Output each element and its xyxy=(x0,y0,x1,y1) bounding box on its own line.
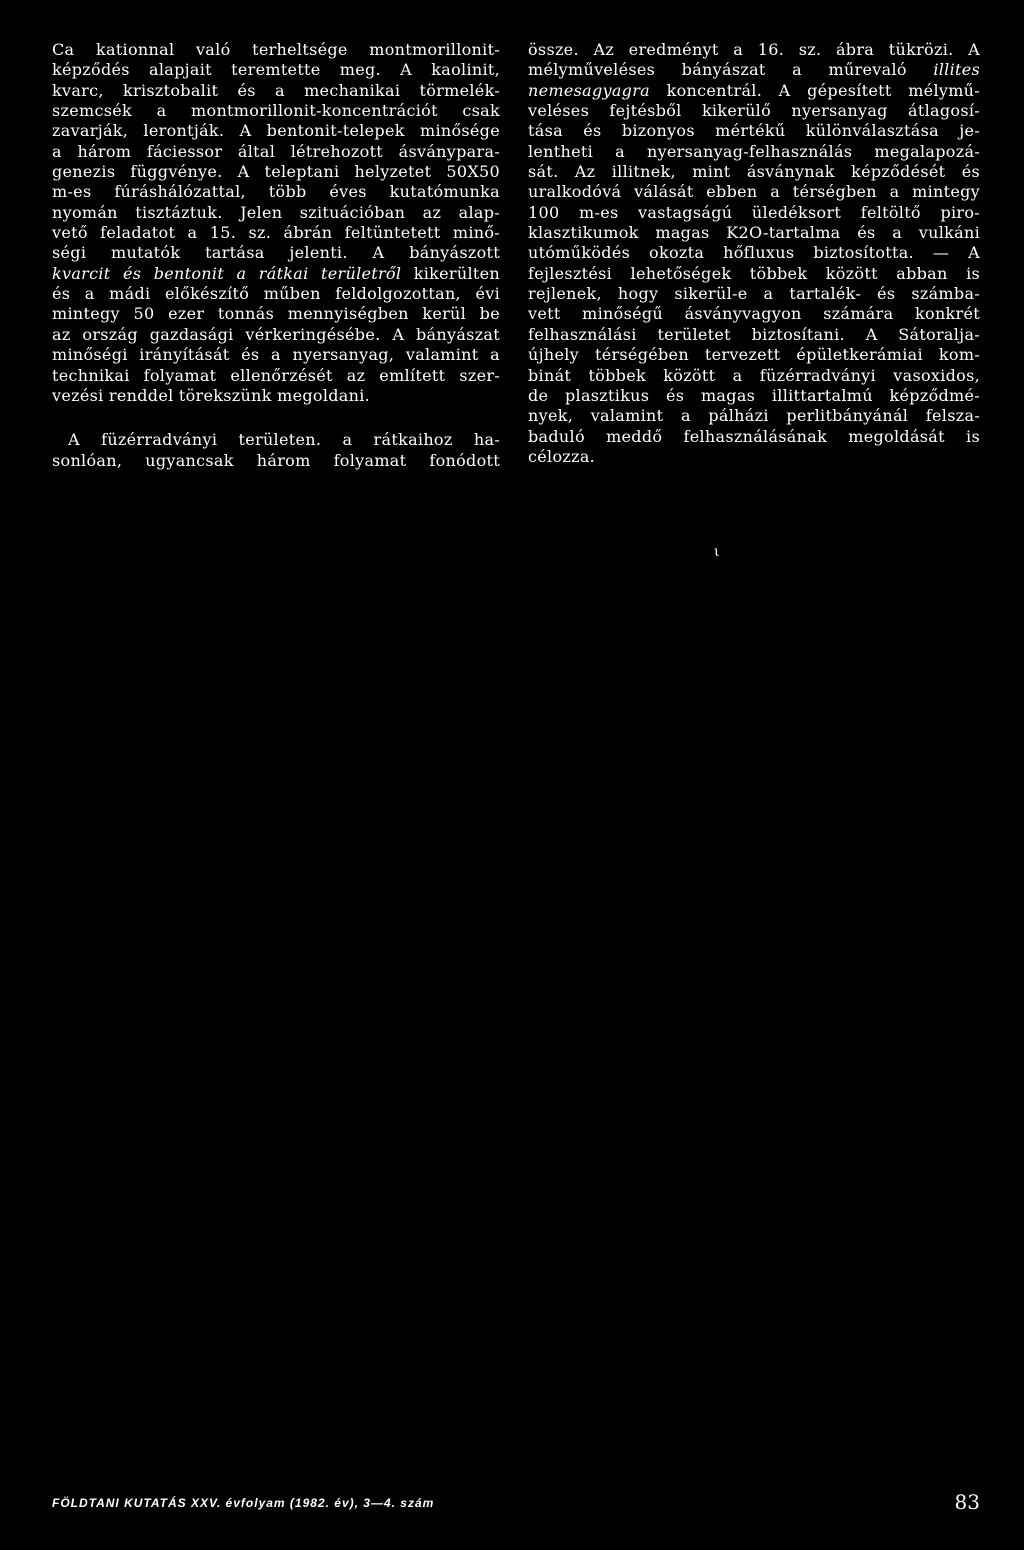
text-line: nyek, valamint a pálházi perlitbányánál felsza- xyxy=(528,406,980,426)
italic-phrase: nemesagyagra xyxy=(528,80,651,100)
text-line: sonlóan, ugyancsak három folyamat fonódott xyxy=(52,450,500,470)
text-line: uralkodóvá válását ebben a térségben a mintegy xyxy=(528,182,980,202)
paragraph xyxy=(52,430,500,471)
paragraph xyxy=(52,40,500,406)
text-line: baduló meddő felhasználásának megoldását is xyxy=(528,426,980,446)
italic-phrase: illites xyxy=(933,60,981,80)
text-line: a három fáciessor által létrehozott ásványpara- xyxy=(52,141,500,161)
text-line: az ország gazdasági vérkeringésébe. A bányászat xyxy=(52,324,500,344)
text-line: fejlesztési lehetőségek többek között abban is xyxy=(528,263,980,283)
text-line: binát többek között a füzérradványi vasoxidos, xyxy=(528,365,980,385)
text-line: vett minőségű ásványvagyon számára konkrét xyxy=(528,304,980,324)
text-line: A füzérradványi területen. a rátkaihoz ha- xyxy=(68,430,500,450)
text-line: ségi mutatók tartása jelenti. A bányászott xyxy=(52,243,500,263)
right-column xyxy=(528,40,980,467)
text-line: vető feladatot a 15. sz. ábrán feltüntetett minő- xyxy=(52,223,500,243)
text-line: veléses fejtésből kikerülő nyersanyag átlagosí- xyxy=(528,101,980,121)
text-line: felhasználási területet biztosítani. A Sátoralja- xyxy=(528,324,980,344)
text-line xyxy=(528,81,980,101)
text-line: Ca kationnal való terheltsége montmorillonit- xyxy=(52,40,500,59)
text-line: sát. Az illitnek, mint ásványnak képződését és xyxy=(528,162,980,182)
text-line: klasztikumok magas K2O-tartalma és a vulkáni xyxy=(528,223,980,243)
text-line: újhely térségében tervezett épületkerámiai kom- xyxy=(528,345,980,365)
text-line: és a mádi előkészítő műben feldolgozottan, évi xyxy=(52,284,500,304)
page-footer xyxy=(52,1490,980,1518)
text-line: mintegy 50 ezer tonnás mennyiségben kerül be xyxy=(52,304,500,324)
text-line: utóműködés okozta hőfluxus biztosította. — A xyxy=(528,243,980,263)
text-line: tása és bizonyos mértékű különválasztása je- xyxy=(528,121,980,141)
text-line: m-es fúráshálózattal, több éves kutatómunka xyxy=(52,182,500,202)
text-line: képződés alapjait teremtette meg. A kaolinit, xyxy=(52,60,500,80)
text-line: minőségi irányítását és a nyersanyag, valamint a xyxy=(52,345,500,365)
page-number: 83 xyxy=(954,1490,980,1514)
text-line xyxy=(528,60,980,80)
text-line: szemcsék a montmorillonit-koncentrációt csak xyxy=(52,101,500,121)
text-line: célozza. xyxy=(528,446,596,466)
text-line: 100 m-es vastagságú üledéksort feltöltő piro- xyxy=(528,202,980,222)
text-line: lentheti a nyersanyag-felhasználás megalapozá- xyxy=(528,141,980,161)
text-fragment: kikerülten xyxy=(413,263,500,283)
text-line: genezis függvénye. A teleptani helyzetet 50X50 xyxy=(52,162,500,182)
left-column xyxy=(52,40,500,471)
text-line: nyomán tisztáztuk. Jelen szituációban az alap- xyxy=(52,202,500,222)
text-line: össze. Az eredményt a 16. sz. ábra tükrözi. A xyxy=(528,40,980,59)
paragraph-gap xyxy=(52,406,500,430)
text-line: vezési renddel törekszünk megoldani. xyxy=(52,385,371,405)
text-line: de plasztikus és magas illittartalmú képződmé- xyxy=(528,385,980,405)
journal-title: FÖLDTANI KUTATÁS XXV. évfolyam (1982. év), 3—4. szám xyxy=(52,1496,435,1510)
stray-mark: ι xyxy=(714,544,720,560)
text-line: technikai folyamat ellenőrzését az említett szer- xyxy=(52,365,500,385)
text-fragment: koncentrál. A gépesített mélymű- xyxy=(666,80,980,100)
text-line xyxy=(52,264,500,284)
text-line: rejlenek, hogy sikerül-e a tartalék- és számba- xyxy=(528,284,980,304)
text-line: kvarc, krisztobalit és a mechanikai törmelék- xyxy=(52,80,500,100)
italic-phrase: kvarcit és bentonit a rátkai területről xyxy=(52,263,402,283)
text-line: zavarják, lerontják. A bentonit-telepek minősége xyxy=(52,121,500,141)
text-fragment: mélyműveléses bányászat a műrevaló xyxy=(528,60,907,80)
